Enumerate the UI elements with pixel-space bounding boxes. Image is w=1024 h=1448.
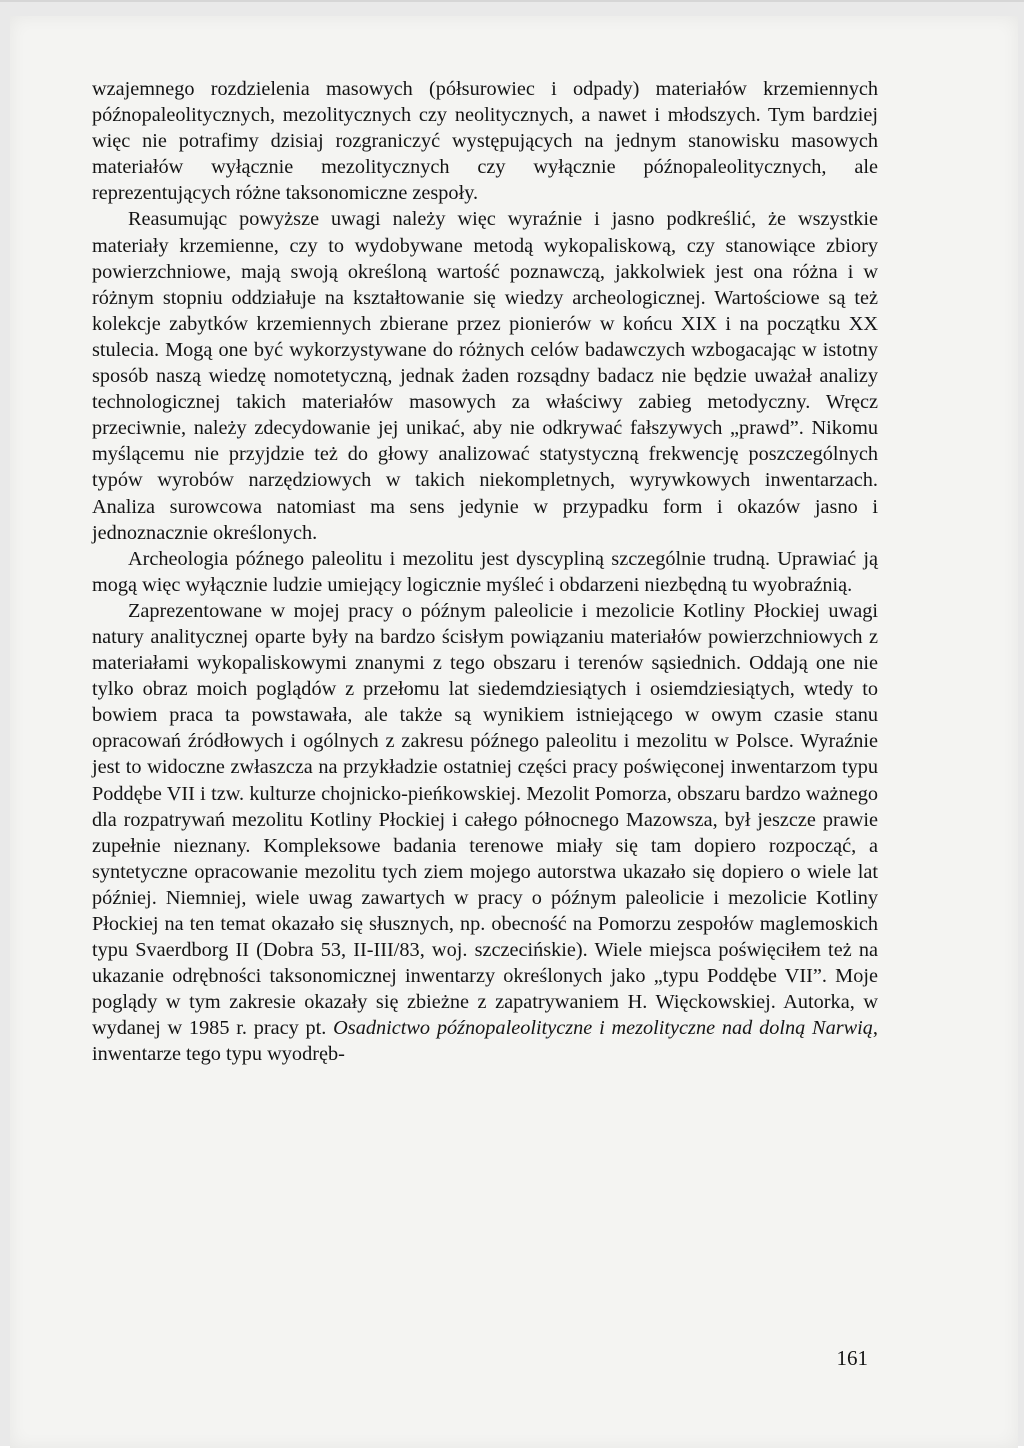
paragraph-2: Reasumując powyższe uwagi należy więc wyraźnie i jasno podkreślić, że wszystkie materiały krzemienne, czy to wydobywane metodą wykopaliskową, czy stanowiące zbiory powierzchniowe, mają swoją określoną wartość poznawczą, jakkolwiek jest ona różna i w różnym stopniu oddziałuje na kształtowanie się wiedzy archeologicznej. Wartościowe są też kolekcje zabytków krzemiennych zbierane przez pionierów w końcu XIX i na początku XX stulecia. Mogą one być wykorzystywane do różnych celów badawczych wzbogacając w istotny sposób naszą wiedzę nomotetyczną, jednak żaden rozsądny badacz nie będzie uważał analizy technologicznej takich materiałów masowych za właściwy zabieg metodyczny. Wręcz przeciwnie, należy zdecydowanie jej unikać, aby nie odkrywać fałszywych „prawd”. Nikomu myślącemu nie przyjdzie też do głowy analizować statystyczną frekwencję poszczególnych typów wyrobów narzędziowych w takich niekompletnych, wyrywkowych inwentarzach. Analiza surowcowa natomiast ma sens jedynie w przypadku form i okazów jasno i jednoznacznie określonych. [92,208,878,544]
paragraph-4-tail: , inwentarze tego typu wyodręb- [92,1017,878,1066]
paragraph-4-text: Zaprezentowane w mojej pracy o późnym paleolicie i mezolicie Kotliny Płockiej uwagi natury analitycznej oparte były na bardzo ścisłym powiązaniu materiałów powierzchniowych z materiałami wykopaliskowymi znanymi z tego obszaru i terenów sąsiednich. Oddają one nie tylko obraz moich poglądów z przełomu lat siedemdziesiątych i osiemdziesiątych, wtedy to bowiem praca ta powstawała, ale także są wynikiem istniejącego w owym czasie stanu opracowań źródłowych i ogólnych z zakresu późnego paleolitu i mezolitu w Polsce. Wyraźnie jest to widoczne zwłaszcza na przykładzie ostatniej części pracy poświęconej inwentarzom typu Poddębe VII i tzw. kulturze chojnicko-pieńkowskiej. Mezolit Pomorza, obszaru bardzo ważnego dla rozpatrywań mezolitu Kotliny Płockiej i całego północnego Mazowsza, był jeszcze prawie zupełnie nieznany. Kompleksowe badania terenowe miały się tam dopiero rozpocząć, a syntetyczne opracowanie mezolitu tych ziem mojego autorstwa ukazało się dopiero o wiele lat później. Niemniej, wiele uwag zawartych w pracy o późnym paleolicie i mezolicie Kotliny Płockiej na ten temat okazało się słusznych, np. obecność na Pomorzu zespołów maglemoskich typu Svaerdborg II (Dobra 53, II-III/83, woj. szczecińskie). Wiele miejsca poświęciłem też na ukazanie odrębności taksonomicznej inwentarzy określonych jako „typu Poddębe VII”. Moje poglądy w tym zakresie okazały się zbieżne z zapatrywaniem H. Więckowskiej. Autorka, w wydanej w 1985 r. pracy pt. [92,599,878,1040]
body-text [92,76,878,1068]
paragraph-4 [92,598,878,1068]
paragraph-1: wzajemnego rozdzielenia masowych (półsurowiec i odpady) materiałów krzemiennych późnopaleolitycznych, mezolitycznych czy neolitycznych, a nawet i młodszych. Tym bardziej więc nie potrafimy dzisiaj rozgraniczyć występujących na jednym stanowisku masowych materiałów wyłącznie mezolitycznych czy wyłącznie późnopaleolitycznych, ale reprezentujących różne taksonomiczne zespoły. [92,78,878,205]
paragraph-3: Archeologia późnego paleolitu i mezolitu jest dyscypliną szczególnie trudną. Uprawiać ją mogą więc wyłącznie ludzie umiejący logicznie myśleć i obdarzeni niezbędną tu wyobraźnią. [92,547,878,596]
page-number: 161 [836,1346,868,1370]
book-page [10,16,1018,1448]
book-title-italic: Osadnictwo późnopaleolityczne i mezolityczne nad dolną Narwią [333,1017,873,1040]
